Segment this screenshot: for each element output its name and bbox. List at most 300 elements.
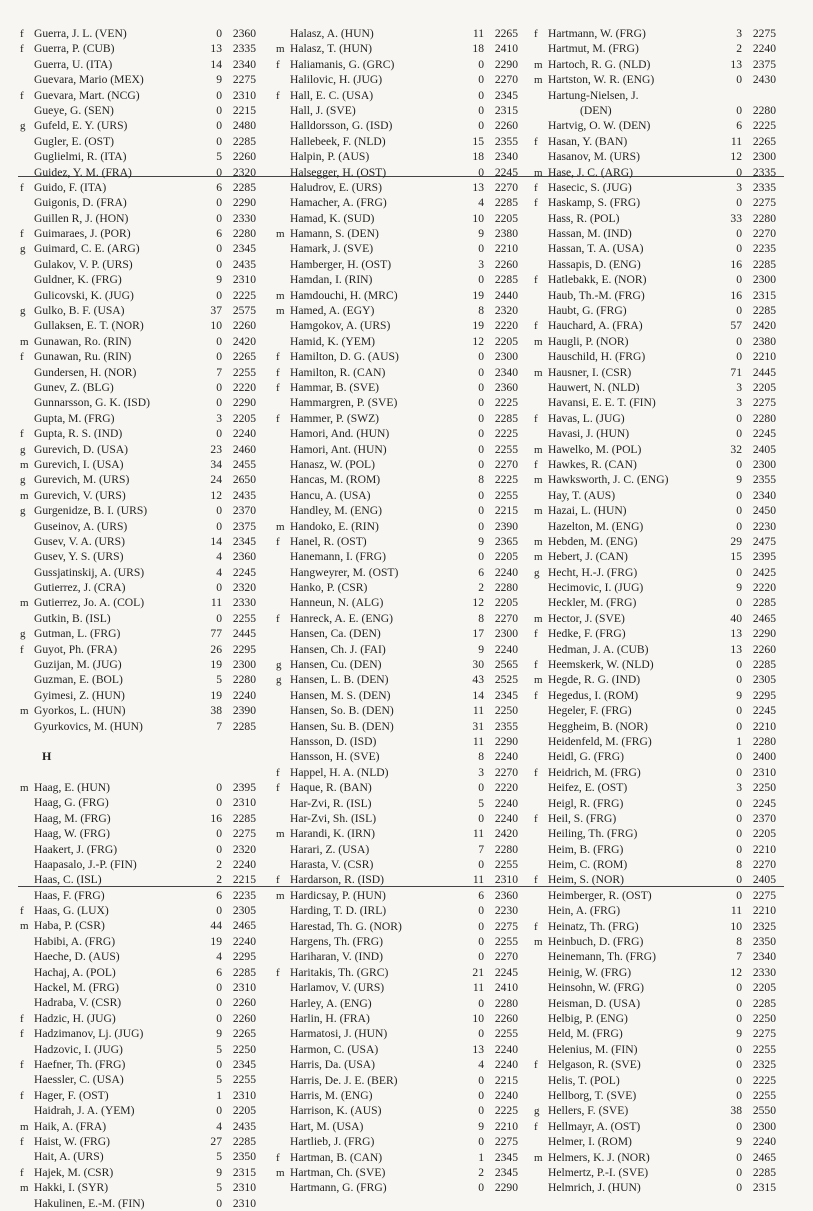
rating-value: 2280 <box>232 227 256 241</box>
games-count: 13 <box>730 627 742 641</box>
games-count: 4 <box>216 565 222 579</box>
rating-value: 2310 <box>232 88 256 102</box>
player-name: Har-Zvi, Sh. (ISL) <box>290 811 377 825</box>
player-row <box>20 1026 256 1041</box>
games-count: 13 <box>472 180 484 194</box>
title-prefix: g <box>534 1105 540 1118</box>
games-count: 0 <box>478 996 484 1010</box>
games-count: 4 <box>216 550 222 564</box>
rating-value: 2265 <box>232 1027 256 1041</box>
player-name: Helgason, R. (SVE) <box>548 1058 641 1072</box>
rating-value: 2255 <box>494 1027 518 1041</box>
games-count: 10 <box>210 319 222 333</box>
rating-value: 2270 <box>752 858 776 872</box>
rating-value: 2240 <box>232 857 256 871</box>
player-row <box>20 857 256 872</box>
player-name: Gunev, Z. (BLG) <box>34 380 114 394</box>
player-row <box>20 318 256 333</box>
player-row <box>20 826 256 841</box>
games-count: 8 <box>478 473 484 487</box>
player-row <box>276 888 518 903</box>
rating-value: 2270 <box>494 950 518 964</box>
player-row <box>534 749 776 764</box>
player-name: Harasta, V. (CSR) <box>290 858 374 872</box>
player-row <box>20 334 256 349</box>
player-name: Hellborg, T. (SVE) <box>548 1088 637 1102</box>
player-row <box>534 1134 776 1149</box>
player-name: Havas, L. (JUG) <box>548 411 625 425</box>
player-row <box>534 996 776 1011</box>
player-row <box>534 41 776 56</box>
games-count: 8 <box>478 304 484 318</box>
games-count: 9 <box>216 1165 222 1179</box>
rating-value: 2245 <box>752 427 776 441</box>
player-name: Hamacher, A. (FRG) <box>290 196 387 210</box>
title-prefix: m <box>276 520 285 533</box>
player-row <box>276 796 518 811</box>
rating-value: 2255 <box>494 935 518 949</box>
rating-value: 2360 <box>494 888 518 902</box>
rating-value: 2270 <box>494 611 518 625</box>
player-row <box>534 780 776 795</box>
rating-value: 2345 <box>232 1058 256 1071</box>
games-count: 0 <box>478 88 484 102</box>
player-name: Guyot, Ph. (FRA) <box>34 642 118 656</box>
player-name: Harmatosi, J. (HUN) <box>290 1027 388 1041</box>
rating-value: 2205 <box>494 550 518 564</box>
column-3 <box>534 26 776 1196</box>
player-row <box>276 1088 518 1103</box>
player-row <box>20 903 256 918</box>
player-name: Haas, C. (ISL) <box>34 873 102 887</box>
player-name: Halilovic, H. (JUG) <box>290 73 383 87</box>
rating-value: 2300 <box>752 457 776 471</box>
rating-value: 2205 <box>494 211 518 225</box>
player-row <box>276 503 518 518</box>
player-row <box>20 642 256 657</box>
rating-value: 2250 <box>752 1012 776 1025</box>
games-count: 5 <box>216 673 222 687</box>
rating-value: 2260 <box>494 119 518 133</box>
rating-value: 2300 <box>752 150 776 164</box>
rating-value: 2290 <box>494 734 518 748</box>
rating-value: 2240 <box>494 1088 518 1102</box>
games-count: 0 <box>478 396 484 410</box>
player-name: Haag, M. (FRG) <box>34 811 111 825</box>
games-count: 9 <box>478 1119 484 1133</box>
player-name: Guldner, K. (FRG) <box>34 273 122 287</box>
player-row <box>534 642 776 657</box>
title-prefix: f <box>276 366 280 379</box>
rating-value: 2245 <box>752 704 776 718</box>
player-name: Hackel, M. (FRG) <box>34 981 120 995</box>
rating-value: 2465 <box>752 611 776 625</box>
rating-value: 2205 <box>232 1104 256 1118</box>
player-name: Harris, De. J. E. (BER) <box>290 1073 398 1087</box>
player-name: Hartman, Ch. (SVE) <box>290 1165 386 1179</box>
rating-value: 2240 <box>494 565 518 579</box>
player-row <box>534 580 776 595</box>
games-count: 0 <box>478 119 484 133</box>
games-count: 0 <box>216 380 222 394</box>
title-prefix: f <box>20 1012 24 1025</box>
player-row <box>276 811 518 826</box>
player-name: Hebert, J. (CAN) <box>548 550 628 564</box>
player-name: Hawkes, R. (CAN) <box>548 457 637 471</box>
title-prefix: g <box>20 628 26 641</box>
player-name: Habibi, A. (FRG) <box>34 934 116 948</box>
player-row <box>20 149 256 164</box>
games-count: 3 <box>478 257 484 271</box>
player-row <box>276 303 518 318</box>
player-row <box>276 934 518 949</box>
player-name: Hartmann, G. (FRG) <box>290 1181 387 1195</box>
games-count: 0 <box>736 227 742 241</box>
games-count: 9 <box>736 581 742 595</box>
player-row <box>276 226 518 241</box>
player-row <box>276 334 518 349</box>
title-prefix: m <box>20 920 29 933</box>
games-count: 0 <box>736 842 742 856</box>
player-row <box>20 611 256 626</box>
rating-value: 2315 <box>232 1165 256 1179</box>
games-count: 10 <box>730 919 742 933</box>
games-count: 10 <box>472 211 484 225</box>
player-name: Gunnarsson, G. K. (ISD) <box>34 396 150 410</box>
player-name: Helmertz, P.-I. (SVE) <box>548 1165 649 1179</box>
player-name: Helmers, K. J. (NOR) <box>548 1150 650 1164</box>
player-row <box>276 318 518 333</box>
player-name: Hauschild, H. (FRG) <box>548 350 646 364</box>
column-2 <box>276 26 518 1196</box>
player-row <box>276 965 518 980</box>
player-row <box>20 1119 256 1134</box>
games-count: 13 <box>730 57 742 71</box>
games-count: 9 <box>478 227 484 241</box>
rating-value: 2350 <box>232 1150 256 1164</box>
games-count: 0 <box>478 1088 484 1102</box>
games-count: 2 <box>478 581 484 595</box>
player-name: Guerra, J. L. (VEN) <box>34 27 127 40</box>
title-prefix: m <box>276 43 285 56</box>
rating-value: 2215 <box>494 504 518 518</box>
games-count: 9 <box>478 642 484 656</box>
player-row <box>20 134 256 149</box>
rating-value: 2430 <box>752 73 776 87</box>
player-row <box>276 611 518 626</box>
rating-value: 2240 <box>232 934 256 948</box>
player-row <box>276 1011 518 1026</box>
games-count: 0 <box>216 196 222 210</box>
player-row <box>534 488 776 503</box>
player-name: Haludrov, E. (URS) <box>290 180 382 194</box>
title-prefix: f <box>276 412 280 425</box>
title-prefix: m <box>20 1120 29 1133</box>
rating-value: 2275 <box>494 1135 518 1149</box>
rating-value: 2285 <box>232 811 256 825</box>
title-prefix: m <box>20 705 29 718</box>
games-count: 11 <box>472 704 484 718</box>
player-row <box>276 1042 518 1057</box>
games-count: 11 <box>472 27 484 40</box>
games-count: 9 <box>478 534 484 548</box>
title-prefix: m <box>534 366 543 379</box>
games-count: 77 <box>210 627 222 641</box>
rating-value: 2390 <box>232 704 256 718</box>
rating-value: 2435 <box>232 488 256 502</box>
player-row <box>276 149 518 164</box>
player-row <box>20 1042 256 1057</box>
player-name: Havansi, E. E. T. (FIN) <box>548 396 656 410</box>
player-name: Haritakis, Th. (GRC) <box>290 965 389 979</box>
player-name: Hajek, M. (CSR) <box>34 1165 114 1179</box>
title-prefix: f <box>20 905 24 918</box>
player-row <box>276 426 518 441</box>
rating-value: 2275 <box>752 196 776 210</box>
rating-value: 2405 <box>752 442 776 456</box>
player-row <box>276 257 518 272</box>
player-row <box>534 1119 776 1134</box>
player-name: Hatlebakk, E. (NOR) <box>548 273 647 287</box>
games-count: 13 <box>472 1042 484 1056</box>
player-row <box>20 918 256 933</box>
player-name: Gutierrez, Jo. A. (COL) <box>34 596 145 610</box>
player-name: Guevara, Mario (MEX) <box>34 73 144 87</box>
player-name: Hammer, P. (SWZ) <box>290 411 380 425</box>
player-name: Heggheim, B. (NOR) <box>548 719 648 733</box>
player-name: Heinemann, Th. (FRG) <box>548 950 656 964</box>
player-row <box>534 965 776 980</box>
games-count: 8 <box>736 858 742 872</box>
player-row <box>20 1134 256 1149</box>
column-1 <box>20 26 256 1211</box>
games-count: 0 <box>478 858 484 872</box>
games-count: 0 <box>216 780 222 794</box>
player-row <box>276 411 518 426</box>
rating-value: 2360 <box>232 550 256 564</box>
title-prefix: g <box>20 243 26 256</box>
games-count: 0 <box>736 1165 742 1179</box>
player-row <box>534 688 776 703</box>
title-prefix: f <box>534 628 538 641</box>
player-row <box>20 795 256 810</box>
games-count: 19 <box>472 319 484 333</box>
player-name: Gugler, E. (OST) <box>34 134 115 148</box>
player-row <box>276 626 518 641</box>
games-count: 6 <box>478 565 484 579</box>
title-prefix: g <box>20 443 26 456</box>
player-name: Gussjatinskij, A. (URS) <box>34 565 145 579</box>
player-name: Helmer, I. (ROM) <box>548 1135 632 1149</box>
rating-value: 2410 <box>494 42 518 56</box>
player-row <box>276 195 518 210</box>
title-prefix: m <box>534 166 543 179</box>
player-row <box>20 719 256 734</box>
player-name: Guido, F. (ITA) <box>34 180 107 194</box>
player-name: Harmon, C. (USA) <box>290 1042 379 1056</box>
player-row <box>534 826 776 841</box>
player-row <box>20 288 256 303</box>
rating-value: 2285 <box>752 596 776 610</box>
games-count: 0 <box>736 765 742 779</box>
player-row <box>534 380 776 395</box>
games-count: 29 <box>730 534 742 548</box>
player-row <box>534 103 776 118</box>
games-count: 0 <box>216 611 222 625</box>
rating-value: 2215 <box>232 103 256 117</box>
rating-value: 2285 <box>752 257 776 271</box>
games-count: 13 <box>730 642 742 656</box>
player-name: Hedman, J. A. (CUB) <box>548 642 649 656</box>
player-row <box>276 595 518 610</box>
player-name: Hamark, J. (SVE) <box>290 242 374 256</box>
player-row <box>276 472 518 487</box>
player-name: Gurevich, I. (USA) <box>34 457 124 471</box>
rating-value: 2315 <box>752 1181 776 1195</box>
player-row <box>276 780 518 795</box>
rating-value: 2225 <box>752 119 776 133</box>
title-prefix: g <box>20 474 26 487</box>
title-prefix: m <box>276 828 285 841</box>
title-prefix: m <box>276 1166 285 1179</box>
player-name: Hammargren, P. (SVE) <box>290 396 398 410</box>
player-row <box>534 1150 776 1165</box>
games-count: 0 <box>216 796 222 810</box>
games-count: 0 <box>736 411 742 425</box>
player-row <box>276 842 518 857</box>
player-row <box>534 195 776 210</box>
title-prefix: m <box>276 889 285 902</box>
player-row <box>534 288 776 303</box>
player-row <box>20 1103 256 1118</box>
player-name: Hall, J. (SVE) <box>290 103 356 117</box>
games-count: 0 <box>216 27 222 40</box>
player-row <box>20 26 256 41</box>
games-count: 0 <box>478 1104 484 1118</box>
player-name: Gurgenidze, B. I. (URS) <box>34 504 148 518</box>
player-row <box>20 380 256 395</box>
games-count: 6 <box>216 965 222 979</box>
player-name: Heinbuch, D. (FRG) <box>548 935 644 949</box>
rating-value: 2400 <box>752 750 776 764</box>
player-row <box>20 980 256 995</box>
games-count: 10 <box>472 1012 484 1025</box>
rating-value: 2240 <box>494 1058 518 1072</box>
games-count: 23 <box>210 442 222 456</box>
games-count: 0 <box>736 750 742 764</box>
player-row <box>534 857 776 872</box>
player-name: Gupta, M. (FRG) <box>34 411 115 425</box>
player-name: Hassan, T. A. (USA) <box>548 242 644 256</box>
rating-value: 2290 <box>752 627 776 641</box>
player-row <box>20 226 256 241</box>
games-count: 9 <box>736 1027 742 1041</box>
games-count: 0 <box>736 196 742 210</box>
player-row <box>20 534 256 549</box>
games-count: 5 <box>216 150 222 164</box>
rating-value: 2435 <box>232 257 256 271</box>
games-count: 5 <box>216 1073 222 1087</box>
rating-value: 2290 <box>494 1181 518 1195</box>
games-count: 19 <box>210 934 222 948</box>
rating-value: 2300 <box>232 658 256 672</box>
player-name: Hein, A. (FRG) <box>548 904 621 918</box>
games-count: 14 <box>210 57 222 71</box>
rating-value: 2285 <box>752 1165 776 1179</box>
games-count: 5 <box>478 796 484 810</box>
rating-value: 2310 <box>232 1196 256 1210</box>
title-prefix: m <box>534 335 543 348</box>
player-name: Hardarson, R. (ISD) <box>290 873 385 887</box>
games-count: 6 <box>216 180 222 194</box>
rating-value: 2390 <box>494 519 518 533</box>
rating-value: 2210 <box>752 350 776 364</box>
games-count: 0 <box>736 673 742 687</box>
player-row <box>276 103 518 118</box>
player-row <box>534 411 776 426</box>
rating-value: 2260 <box>232 1011 256 1025</box>
rating-value: 2420 <box>494 827 518 841</box>
player-row <box>276 565 518 580</box>
player-row <box>276 457 518 472</box>
games-count: 0 <box>736 165 742 179</box>
games-count: 21 <box>472 965 484 979</box>
games-count: 0 <box>736 73 742 87</box>
games-count: 3 <box>736 380 742 394</box>
rating-value: 2270 <box>494 180 518 194</box>
player-row <box>276 1165 518 1180</box>
rating-value: 2350 <box>752 935 776 949</box>
rating-value: 2380 <box>752 334 776 348</box>
rating-value: 2320 <box>232 165 256 179</box>
games-count: 12 <box>210 488 222 502</box>
player-row <box>534 842 776 857</box>
rating-value: 2240 <box>752 42 776 56</box>
player-name: Hachaj, A. (POL) <box>34 965 116 979</box>
rating-value: 2285 <box>494 196 518 210</box>
rating-value: 2525 <box>494 673 518 687</box>
player-name: Guzijan, M. (JUG) <box>34 658 122 672</box>
rating-value: 2290 <box>494 57 518 71</box>
games-count: 2 <box>736 42 742 56</box>
player-name: Hakulinen, E.-M. (FIN) <box>34 1196 145 1210</box>
games-count: 30 <box>472 658 484 672</box>
rating-value: 2315 <box>494 103 518 117</box>
player-name: Hansen, So. B. (DEN) <box>290 704 394 718</box>
player-row <box>20 57 256 72</box>
games-count: 7 <box>216 719 222 733</box>
player-name: Hassapis, D. (ENG) <box>548 257 641 271</box>
rating-value: 2215 <box>232 873 256 887</box>
rating-value: 2290 <box>232 196 256 210</box>
rating-value: 2220 <box>494 319 518 333</box>
games-count: 0 <box>478 504 484 518</box>
rating-value: 2240 <box>494 796 518 810</box>
player-row <box>20 257 256 272</box>
player-row <box>534 334 776 349</box>
games-count: 2 <box>216 857 222 871</box>
games-count: 0 <box>478 519 484 533</box>
games-count: 0 <box>216 427 222 441</box>
games-count: 11 <box>730 904 742 918</box>
player-name: Hangweyrer, M. (OST) <box>290 565 399 579</box>
rating-value: 2210 <box>752 904 776 918</box>
games-count: 0 <box>478 919 484 933</box>
games-count: 0 <box>216 827 222 841</box>
player-row <box>534 811 776 826</box>
rating-value: 2320 <box>232 842 256 856</box>
rating-value: 2225 <box>494 1104 518 1118</box>
